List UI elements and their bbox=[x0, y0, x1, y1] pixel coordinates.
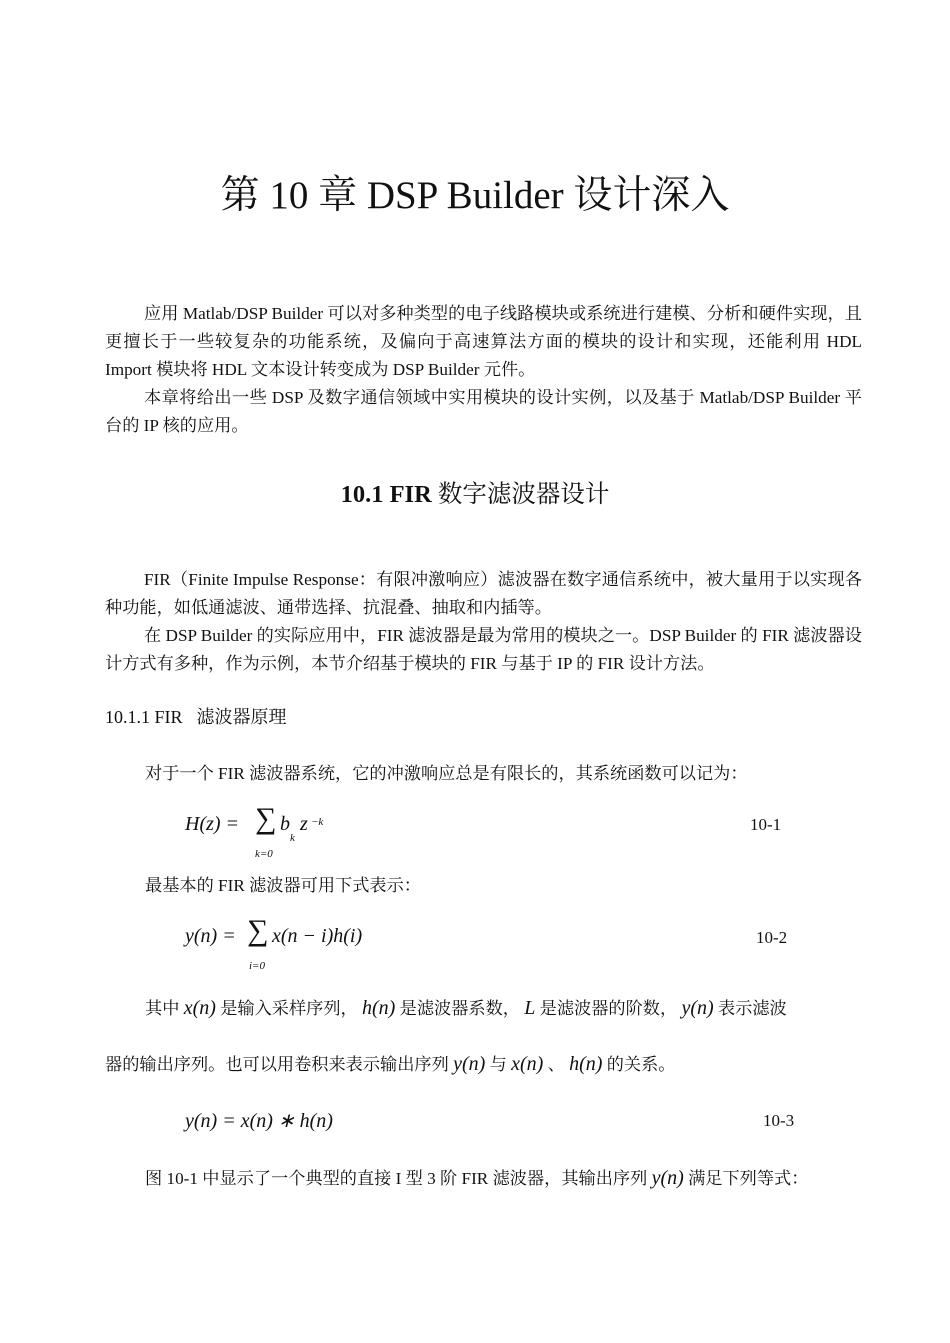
eq1-z: z bbox=[300, 813, 308, 835]
equation-number-10-3: 10-3 bbox=[763, 1111, 795, 1130]
chapter-title: 第 10 章 DSP Builder 设计深入 bbox=[220, 174, 730, 217]
intro-text bbox=[105, 300, 862, 440]
intro-paragraph-1: 应用 Matlab/DSP Builder 可以对多种类型的电子线路模块或系统进行建模、分析和硬件实现，且更擅长于一些较复杂的功能系统，及偏向于高速算法方面的模块的设计和实现，还能利用 HDL Import 模块将 HDL 文本设计转变成为 DSP Builder 元件。 bbox=[105, 304, 862, 379]
section-heading bbox=[0, 478, 950, 512]
eq2-rhs: x(n − i)h(i) bbox=[272, 925, 363, 947]
section-text bbox=[105, 566, 862, 678]
body-line-5: 图 10-1 中显示了一个典型的直接 I 型 3 阶 FIR 滤波器，其输出序列 y(n) 满足下列等式： bbox=[145, 1167, 809, 1189]
subsection-number: 10.1.1 FIR bbox=[105, 707, 183, 727]
math-xn-2: x(n) bbox=[511, 1053, 544, 1075]
section-title: 数字滤波器设计 bbox=[431, 481, 610, 508]
body-line-1: 对于一个 FIR 滤波器系统，它的冲激响应总是有限长的，其系统函数可以记为： bbox=[145, 764, 748, 783]
math-yn: y(n) bbox=[681, 997, 714, 1019]
math-yn-2: y(n) bbox=[453, 1053, 486, 1075]
eq2-lower-limit: i=0 bbox=[249, 960, 265, 972]
equation-10-3: y(n) = x(n) ∗ h(n) bbox=[185, 1110, 333, 1132]
math-L: L bbox=[524, 997, 536, 1019]
math-hn: h(n) bbox=[362, 997, 396, 1019]
equation-10-1 bbox=[185, 802, 385, 868]
equation-number-10-2: 10-2 bbox=[756, 928, 788, 947]
section-paragraph-2: 在 DSP Builder 的实际应用中，FIR 滤波器是最为常用的模块之一。DSP Builder 的 FIR 滤波器设计方式有多种，作为示例，本节介绍基于模块的 FIR 与基于 IP 的 FIR 设计方法。 bbox=[105, 626, 862, 673]
body-line-4: 器的输出序列。也可以用卷积来表示输出序列 y(n) 与 x(n) 、 h(n) 的关系。 bbox=[105, 1053, 676, 1075]
subsection-title: 滤波器原理 bbox=[196, 707, 287, 728]
section-number: 10.1 FIR bbox=[340, 481, 432, 508]
math-xn: x(n) bbox=[183, 997, 216, 1019]
subsection-heading bbox=[105, 703, 287, 732]
eq1-b: b bbox=[280, 813, 290, 835]
eq1-k-sub: k bbox=[290, 832, 295, 844]
equation-number-10-1: 10-1 bbox=[750, 815, 782, 834]
body-line-2: 最基本的 FIR 滤波器可用下式表示： bbox=[145, 876, 421, 895]
eq1-lower-limit: k=0 bbox=[255, 848, 273, 860]
eq1-sigma: ∑ bbox=[255, 802, 277, 835]
eq2-lhs: y(n) = bbox=[185, 925, 236, 947]
intro-paragraph-2: 本章将给出一些 DSP 及数字通信领域中实用模块的设计实例，以及基于 Matlab/DSP Builder 平台的 IP 核的应用。 bbox=[105, 388, 862, 435]
eq1-exponent: −k bbox=[311, 816, 324, 828]
eq1-lhs: H(z) = bbox=[185, 813, 240, 835]
body-line-3: 其中 x(n) 是输入采样序列， h(n) 是滤波器系数， L 是滤波器的阶数， y(n) 表示滤波 bbox=[145, 997, 787, 1019]
math-yn-3: y(n) bbox=[651, 1167, 684, 1189]
equation-10-2 bbox=[185, 914, 405, 980]
eq2-sigma: ∑ bbox=[247, 914, 269, 947]
section-paragraph-1: FIR（Finite Impulse Response：有限冲激响应）滤波器在数字通信系统中，被大量用于以实现各种功能，如低通滤波、通带选择、抗混叠、抽取和内插等。 bbox=[105, 570, 862, 617]
math-hn-2: h(n) bbox=[569, 1053, 603, 1075]
